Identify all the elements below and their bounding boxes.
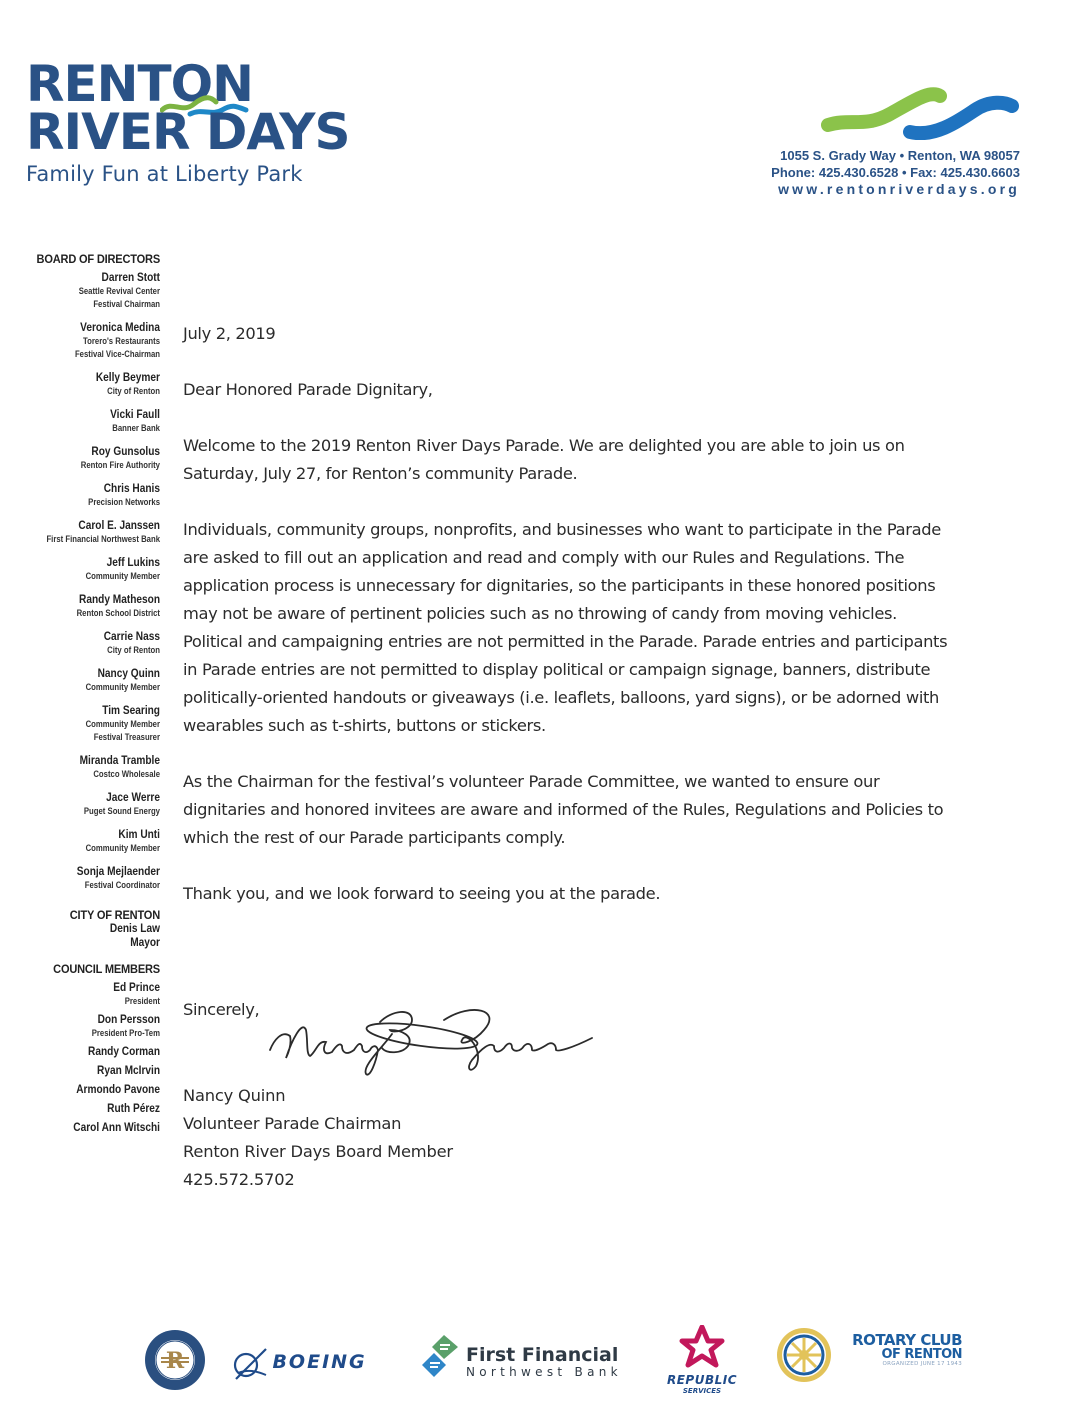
city-seal-icon	[143, 1328, 207, 1392]
first-financial-icon	[420, 1333, 464, 1379]
rotary-line1: ROTARY CLUB	[852, 1331, 962, 1349]
phone-fax: Phone: 425.430.6528 • Fax: 425.430.6603	[771, 165, 1020, 180]
council-member-name: Ryan McIrvin	[97, 1065, 160, 1077]
city-heading: CITY OF RENTON	[69, 908, 160, 922]
board-member-affiliation: Precision Networks	[88, 497, 160, 507]
board-member-name: Carrie Nass	[103, 631, 160, 643]
website-link[interactable]: www.rentonriverdays.org	[778, 181, 1020, 197]
board-member-name: Kelly Beymer	[95, 372, 160, 384]
board-list	[0, 271, 160, 892]
board-member-affiliation: Festival Coordinator	[84, 880, 160, 890]
board-member-affiliation: City of Renton	[107, 386, 160, 396]
mayor-title: Mayor	[130, 937, 160, 949]
board-member-affiliation: City of Renton	[107, 645, 160, 655]
board-member	[0, 408, 160, 435]
rotary-line3: ORGANIZED JUNE 17 1943	[882, 1361, 962, 1367]
logo-line-renton: RENTON	[26, 55, 253, 113]
board-member	[0, 556, 160, 583]
board-member-name: Chris Hanis	[103, 483, 160, 495]
board-member-affiliation: Community Member	[85, 571, 160, 581]
sidebar-directory	[0, 252, 160, 1135]
council-member-name: Armondo Pavone	[76, 1084, 160, 1096]
council-member-title: President Pro-Tem	[91, 1028, 160, 1038]
wave-logo-icon	[750, 80, 1020, 140]
logo-tagline: Family Fun at Liberty Park	[26, 162, 303, 186]
letter-date: July 2, 2019	[183, 324, 276, 343]
letter-paragraph: Welcome to the 2019 Renton River Days Parade. We are delighted you are able to join us on Saturday, July 27, for Renton’s community Parade.	[183, 436, 905, 483]
board-member	[0, 321, 160, 361]
board-member-affiliation: Renton Fire Authority	[80, 460, 160, 470]
council-heading: COUNCIL MEMBERS	[53, 962, 160, 976]
letter-paragraph: As the Chairman for the festival’s volunteer Parade Committee, we wanted to ensure our dignitaries and honored invitees are aware and informed of the Rules, Regulations and Policies to which the rest of our Parade participants comply.	[183, 772, 944, 847]
board-member-name: Carol E. Janssen	[78, 520, 160, 532]
council-member-name: Don Persson	[97, 1014, 160, 1026]
council-member	[0, 1045, 160, 1059]
board-member-affiliation: Festival Chairman	[93, 299, 160, 309]
council-member-title: President	[124, 996, 160, 1006]
board-member-name: Veronica Medina	[80, 322, 160, 334]
council-member-name: Ed Prince	[113, 982, 160, 994]
republic-line2: SERVICES	[682, 1387, 722, 1395]
board-member-affiliation: Festival Vice-Chairman	[74, 349, 160, 359]
board-member-affiliation: Torero's Restaurants	[83, 336, 160, 346]
board-member	[0, 519, 160, 546]
board-member-affiliation: Renton School District	[76, 608, 160, 618]
sponsor-logos	[140, 1325, 970, 1400]
boeing-logo	[232, 1347, 367, 1381]
council-member-name: Carol Ann Witschi	[73, 1122, 160, 1134]
letter-salutation: Dear Honored Parade Dignitary,	[183, 380, 433, 399]
board-member	[0, 445, 160, 472]
board-member	[0, 482, 160, 509]
board-member	[0, 865, 160, 892]
letter-paragraph: Thank you, and we look forward to seeing you at the parade.	[183, 884, 661, 903]
address: 1055 S. Grady Way • Renton, WA 98057	[780, 148, 1020, 163]
board-member-affiliation: Festival Treasurer	[93, 732, 160, 742]
rotary-line2: OF RENTON	[881, 1347, 962, 1362]
republic-star-icon	[662, 1325, 742, 1369]
mayor-name: Denis Law	[109, 923, 160, 935]
signer-phone: 425.572.5702	[183, 1170, 295, 1189]
signer-org: Renton River Days Board Member	[183, 1142, 453, 1161]
board-member	[0, 630, 160, 657]
city-of-renton-seal	[143, 1328, 207, 1397]
board-heading: BOARD OF DIRECTORS	[36, 252, 161, 266]
council-member	[0, 1121, 160, 1135]
board-member-name: Jeff Lukins	[106, 557, 160, 569]
contact-details	[771, 147, 1020, 198]
board-member	[0, 828, 160, 855]
signer-name: Nancy Quinn	[183, 1086, 286, 1105]
board-member-affiliation: Community Member	[85, 682, 160, 692]
signature-image	[262, 1000, 632, 1080]
board-member	[0, 754, 160, 781]
boeing-symbol-icon	[232, 1347, 268, 1381]
board-member	[0, 593, 160, 620]
logo-line-river-days: RIVER DAYS	[26, 103, 350, 161]
board-member-affiliation: Puget Sound Energy	[83, 806, 160, 816]
board-member-name: Darren Stott	[101, 272, 160, 284]
board-member-name: Randy Matheson	[79, 594, 160, 606]
letter-closing: Sincerely,	[183, 1000, 260, 1019]
board-member-name: Kim Unti	[118, 829, 160, 841]
council-member	[0, 1102, 160, 1116]
council-member-name: Ruth Pérez	[107, 1103, 160, 1115]
republic-line1: REPUBLIC	[666, 1373, 738, 1387]
board-member	[0, 667, 160, 694]
board-member-name: Nancy Quinn	[97, 668, 160, 680]
council-member	[0, 1083, 160, 1097]
letter-paragraph: Individuals, community groups, nonprofits, and businesses who want to participate in the Parade are asked to fill out an application and read and comply with our Rules and Regulations. The application process is unnecessary for dignitaries, so the participants in these honored positions may not be aware of pertinent policies such as no throwing of candy from moving vehicles. Political and campaigning entries are not permitted in the Parade. Parade entries and participants in Parade entries are not permitted to display political or campaign signage, banners, distribute politically-oriented handouts or giveaways (i.e. leaflets, balloons, yard signs), or be adorned with wearables such as t-shirts, buttons or stickers.	[183, 520, 948, 735]
board-member	[0, 271, 160, 311]
renton-river-days-logo	[26, 55, 356, 186]
council-member-name: Randy Corman	[88, 1046, 160, 1058]
board-member-name: Vicki Faull	[110, 409, 160, 421]
board-member-name: Jace Werre	[106, 792, 160, 804]
council-member	[0, 1013, 160, 1040]
board-member	[0, 704, 160, 744]
board-member-affiliation: First Financial Northwest Bank	[46, 534, 160, 544]
letter-body	[183, 320, 953, 908]
boeing-wordmark: BOEING	[272, 1351, 367, 1374]
board-member-name: Sonja Mejlaender	[76, 866, 160, 878]
first-financial-line1: First Financial	[466, 1344, 619, 1366]
board-member	[0, 371, 160, 398]
board-member	[0, 791, 160, 818]
council-list	[0, 981, 160, 1135]
rotary-club-logo	[774, 1325, 834, 1392]
council-member	[0, 981, 160, 1008]
board-member-affiliation: Community Member	[85, 719, 160, 729]
board-member-affiliation: Seattle Revival Center	[78, 286, 160, 296]
board-member-affiliation: Costco Wholesale	[93, 769, 160, 779]
board-member-affiliation: Banner Bank	[112, 423, 160, 433]
board-member-name: Miranda Tramble	[79, 755, 160, 767]
board-member-affiliation: Community Member	[85, 843, 160, 853]
board-member-name: Roy Gunsolus	[91, 446, 160, 458]
board-member-name: Tim Searing	[102, 705, 160, 717]
council-member	[0, 1064, 160, 1078]
republic-services-logo	[662, 1325, 742, 1395]
signer-title: Volunteer Parade Chairman	[183, 1114, 402, 1133]
rotary-wheel-icon	[774, 1325, 834, 1387]
first-financial-line2: Northwest Bank	[466, 1365, 622, 1379]
signature-block	[183, 1082, 453, 1194]
rotary-club-wordmark	[832, 1333, 962, 1367]
